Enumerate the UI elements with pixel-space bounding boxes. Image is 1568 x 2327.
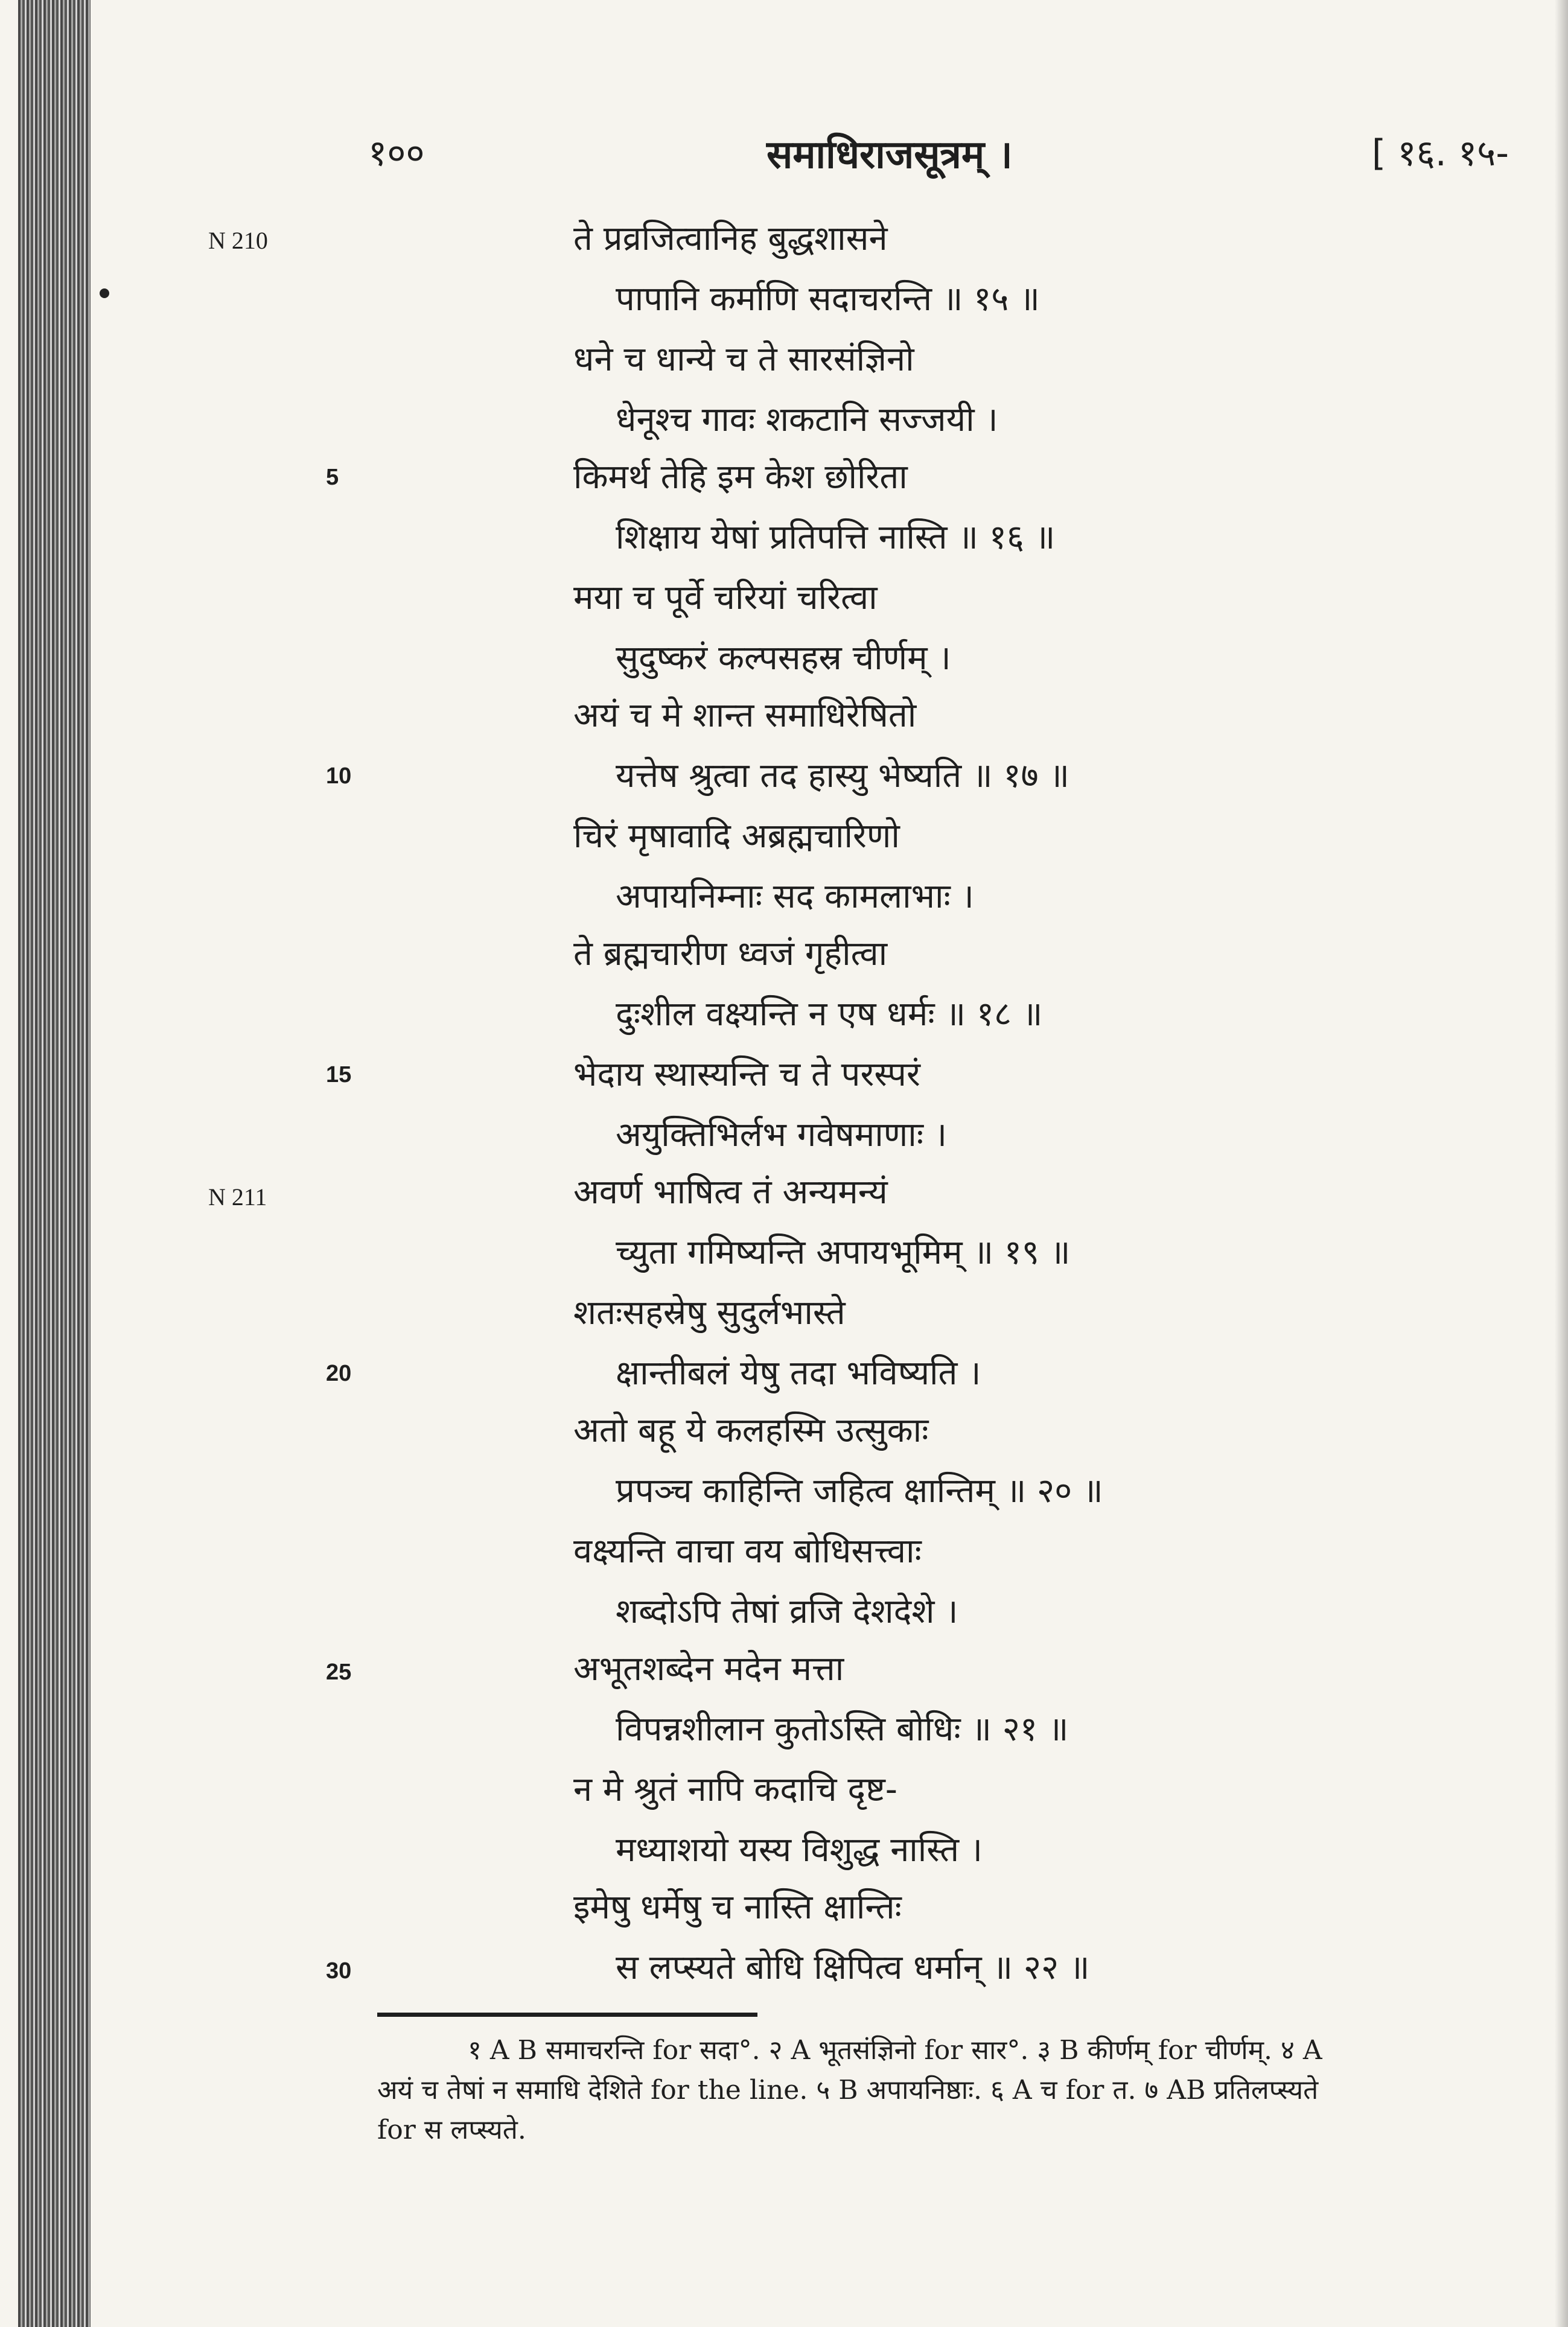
verse-line: ते प्रव्रजित्वानिह बुद्धशासने (573, 219, 888, 258)
verse-line: किमर्थ तेहि इम केश छोरिता (573, 457, 908, 497)
verse-line: मया च पूर्वे चरियां चरित्वा (573, 578, 878, 617)
verse-line: क्षान्तीबलं येषु तदा भविष्यति । (616, 1354, 981, 1393)
verse-line: अपायनिम्नाः सद कामलाभाः । (616, 877, 974, 916)
verse-line: शिक्षाय येषां प्रतिपत्ति नास्ति ॥ १६ ॥ (616, 518, 1056, 557)
section-reference: [ १६. १५- (1371, 132, 1509, 174)
footnotes (377, 2031, 1524, 2150)
verse-line: अयुक्तिभिर्लभ गवेषमाणाः । (616, 1115, 948, 1154)
verse-line: अवर्ण भाषित्व तं अन्यमन्यं (573, 1173, 888, 1212)
verse-line: भेदाय स्थास्यन्ति च ते परस्परं (573, 1055, 920, 1094)
line-number: 20 (326, 1361, 352, 1386)
verse-line: च्युता गमिष्यन्ति अपायभूमिम् ॥ १९ ॥ (616, 1233, 1071, 1272)
footnote-line: १ A B समाचरन्ति for सदा°. २ A भूतसंज्ञिनो for सार°. ३ B कीर्णम् for चीर्णम्. ४ A (468, 2035, 1322, 2066)
page-number: १०० (368, 132, 425, 174)
book-binding-edge (18, 0, 91, 2327)
verse-line: धने च धान्ये च ते सारसंज्ञिनो (573, 340, 914, 379)
verse-line: इमेषु धर्मेषु च नास्ति क्षान्तिः (573, 1888, 902, 1927)
verse-line: विपन्नशीलान कुतोऽस्ति बोधिः ॥ २१ ॥ (616, 1710, 1069, 1749)
verse-line: धेनूश्च गावः शकटानि सज्जयी । (616, 400, 998, 439)
ink-dot (100, 288, 109, 298)
verse-line: चिरं मृषावादि अब्रह्मचारिणो (573, 817, 900, 856)
page-edge-shadow (1555, 0, 1568, 2327)
verse-line: दुःशील वक्ष्यन्ति न एष धर्मः ॥ १८ ॥ (616, 995, 1043, 1034)
verse-line: शतःसहस्रेषु सुदुर्लभास्ते (573, 1293, 846, 1332)
verse-line: सुदुष्करं कल्पसहस्र चीर्णम् । (616, 638, 951, 678)
verse-line: पापानि कर्माणि सदाचरन्ति ॥ १५ ॥ (616, 279, 1040, 319)
verse-line: वक्ष्यन्ति वाचा वय बोधिसत्त्वाः (573, 1532, 922, 1571)
verse-line: अभूतशब्देन मदेन मत्ता (573, 1649, 844, 1689)
verse-line: अतो बहू ये कलहस्मि उत्सुकाः (573, 1411, 929, 1450)
line-number: 5 (326, 465, 339, 490)
footnote-line: अयं च तेषां न समाधि देशिते for the line. ५ B अपायनिष्ठाः. ६ A च for त. ७ AB प्रतिलप्स्यते (377, 2075, 1319, 2106)
verse-line: यत्तेष श्रुत्वा तद हास्यु भेष्यति ॥ १७ ॥ (616, 756, 1069, 795)
line-number: 10 (326, 763, 352, 789)
verse-line: ते ब्रह्मचारीण ध्वजं गृहीत्वा (573, 934, 888, 973)
footnote-line: for स लप्स्यते. (377, 2115, 526, 2145)
margin-note: N 210 (208, 227, 268, 254)
line-number: 25 (326, 1660, 352, 1685)
running-title: समाधिराजसूत्रम् । (766, 133, 1013, 177)
verse-line: अयं च मे शान्त समाधिरेषितो (573, 696, 917, 735)
verse-line: न मे श्रुतं नापि कदाचि दृष्ट- (573, 1770, 897, 1809)
page-header (368, 127, 1509, 193)
verse-line: शब्दोऽपि तेषां व्रजि देशदेशे । (616, 1592, 958, 1631)
verse-line: स लप्स्यते बोधि क्षिपित्व धर्मान् ॥ २२ ॥ (616, 1948, 1090, 1987)
verse-line: प्रपञ्च काहिन्ति जहित्व क्षान्तिम् ॥ २० ॥ (616, 1471, 1103, 1510)
margin-note: N 211 (208, 1183, 267, 1211)
line-number: 15 (326, 1062, 352, 1087)
verse-line: मध्याशयो यस्य विशुद्ध नास्ति । (616, 1830, 983, 1870)
line-number: 30 (326, 1958, 352, 1984)
footnote-rule (377, 2013, 757, 2017)
